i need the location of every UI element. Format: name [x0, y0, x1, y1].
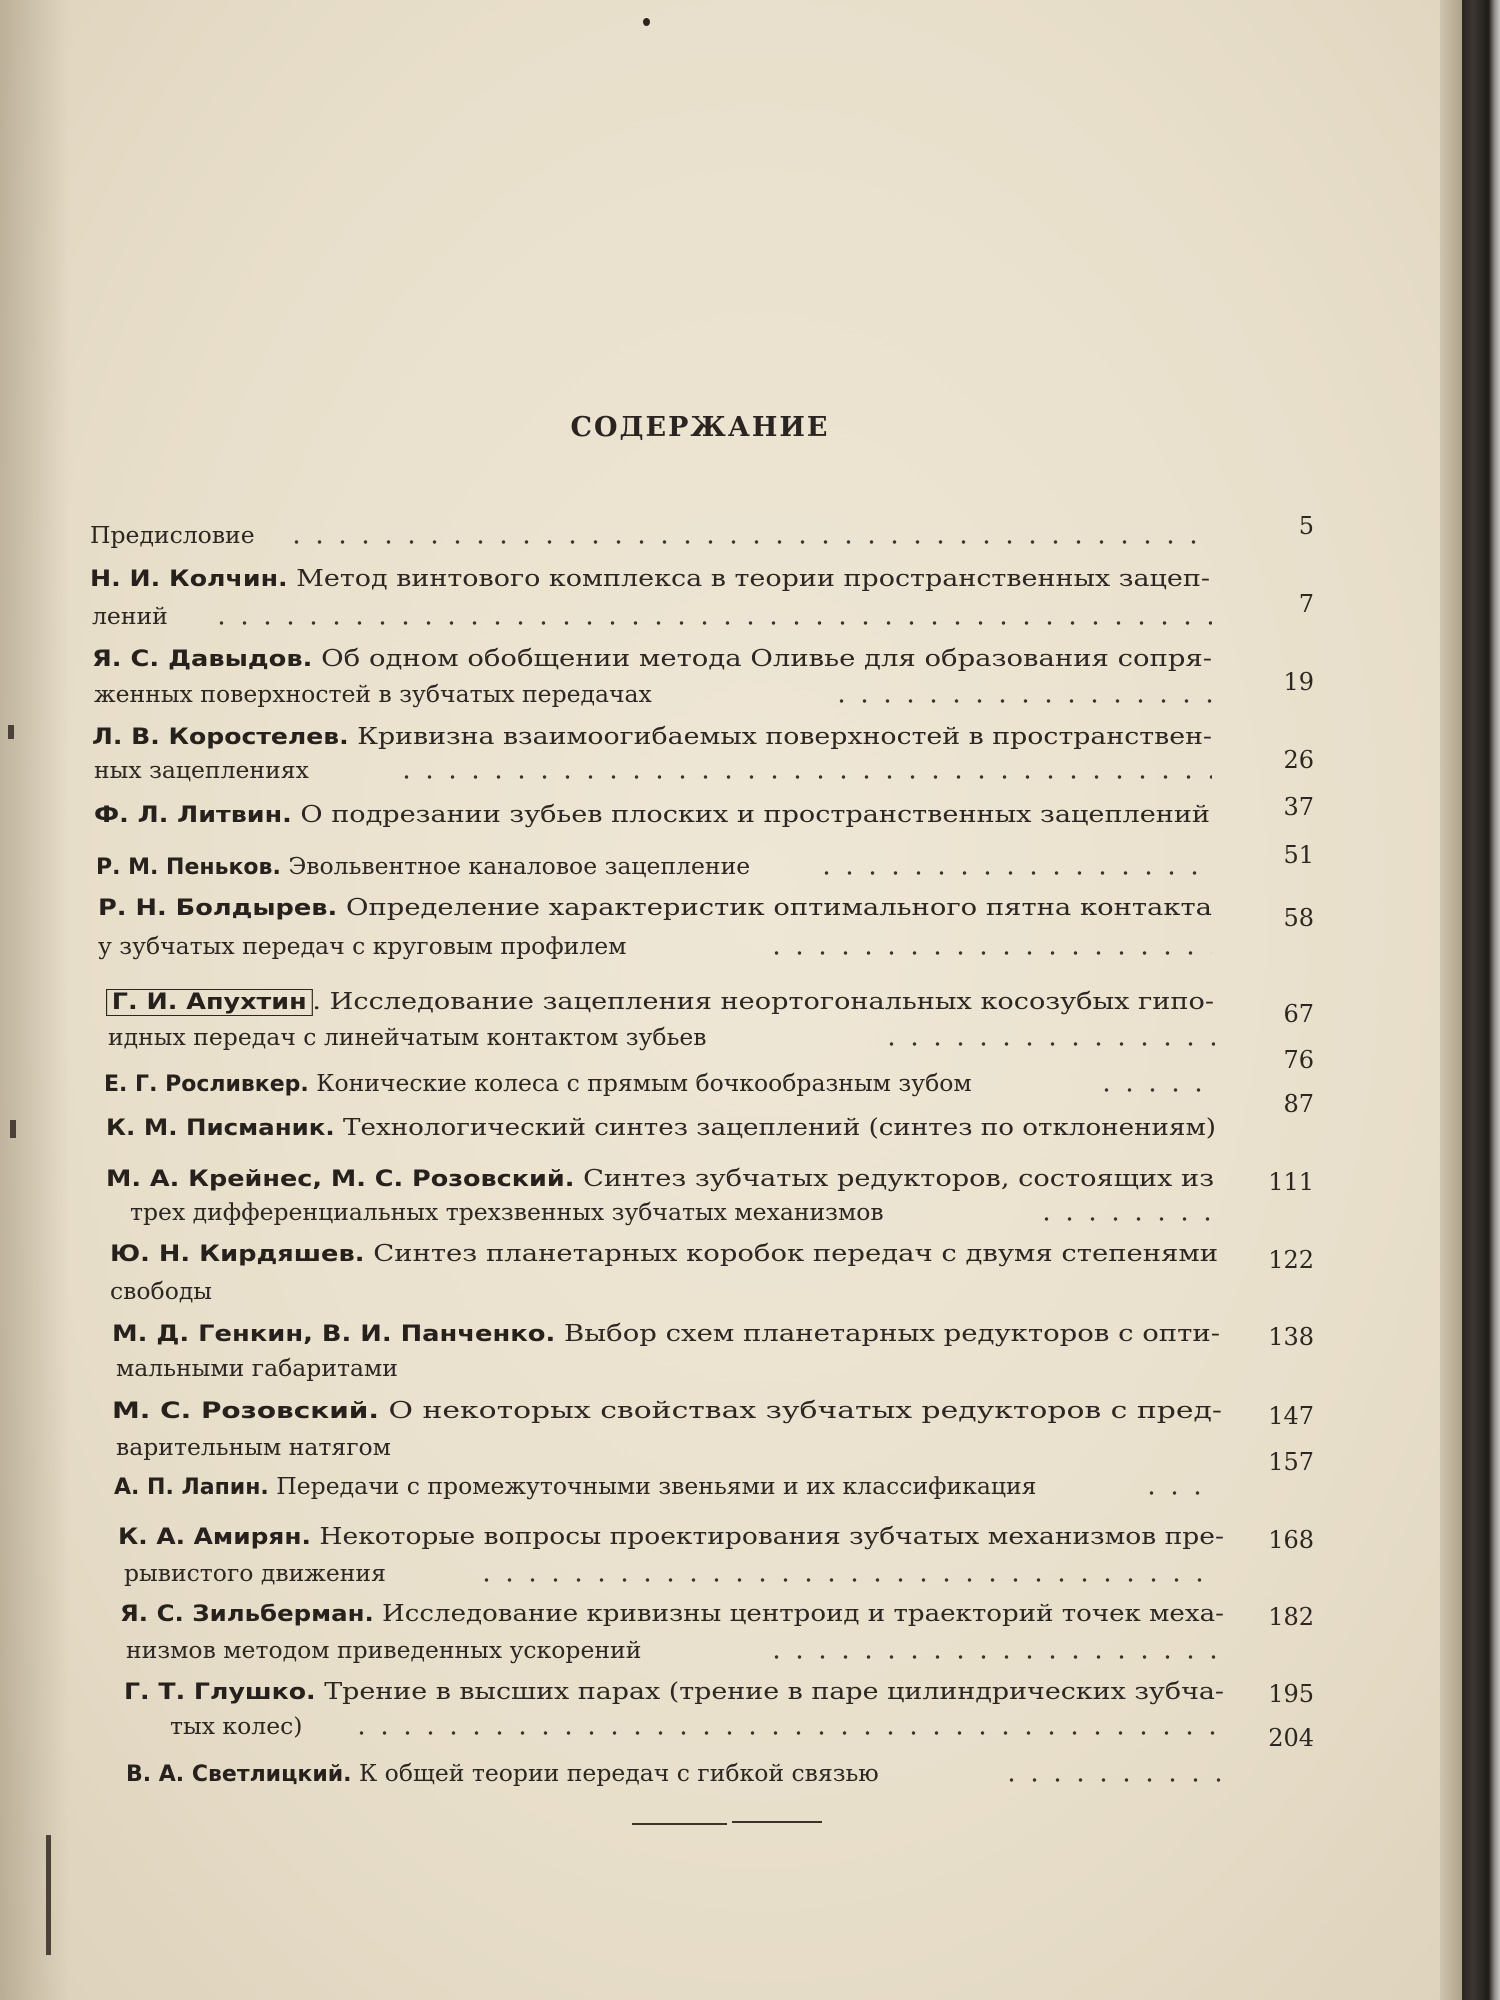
page-number: 157: [1268, 1448, 1314, 1476]
toc-author: А. П. Лапин.: [114, 1475, 269, 1500]
toc-title-line1: Технологический синтез зацеплений (синтез по отклонениям): [343, 1113, 1217, 1141]
toc-line-first: [124, 1676, 1224, 1708]
book-binding: [1462, 0, 1500, 2000]
page-number: 182: [1268, 1603, 1314, 1631]
toc-author: М. Д. Генкин, В. И. Панченко.: [112, 1322, 556, 1347]
page-number: 58: [1283, 904, 1314, 932]
toc-author: Г. Т. Глушко.: [124, 1680, 316, 1705]
dot-leader: [880, 1042, 1215, 1046]
toc-title-line2: лений: [92, 602, 168, 630]
toc-line-first: [104, 1068, 972, 1100]
toc-title-line2: тых колес): [170, 1712, 303, 1740]
toc-line-first: [118, 1521, 1224, 1553]
page-number: 111: [1268, 1168, 1314, 1196]
toc-line-first: [106, 1163, 1214, 1195]
toc-title-line1: О подрезании зубьев плоских и пространственных зацеплений: [300, 800, 1210, 828]
toc-author: Я. С. Зильберман.: [120, 1602, 374, 1627]
dot-leader: [475, 1578, 1218, 1582]
toc-title-line1: Синтез зубчатых редукторов, состоящих из: [583, 1164, 1215, 1192]
end-rule-left: [632, 1823, 727, 1825]
toc-title-line1: Синтез планетарных коробок передач с двумя степенями: [373, 1239, 1219, 1267]
toc-author: Ф. Л. Литвин.: [94, 803, 292, 828]
page-title: СОДЕРЖАНИЕ: [570, 412, 830, 443]
dot-leader: [765, 1655, 1222, 1659]
toc-line-first: [92, 721, 1212, 753]
toc-title-line1: Конические колеса с прямым бочкообразным зубом: [316, 1069, 972, 1097]
toc-title-line1: Определение характеристик оптимального пятна контакта: [346, 893, 1212, 921]
page-number: 168: [1268, 1526, 1314, 1554]
toc-title-line2: ных зацеплениях: [94, 756, 309, 784]
toc-author: Ю. Н. Кирдяшев.: [110, 1242, 365, 1267]
toc-title-line1: Предисловие: [90, 521, 255, 549]
page-number: 26: [1283, 746, 1314, 774]
toc-line-first: [106, 986, 1214, 1018]
page-edge-tick: [8, 725, 14, 739]
toc-author: К. А. Амирян.: [118, 1525, 311, 1550]
toc-title-line1: . Исследование зацепления неортогональных косозубых гипо-: [312, 987, 1215, 1015]
dot-leader: [830, 699, 1212, 703]
toc-title-line2: рывистого движения: [124, 1559, 386, 1587]
dot-leader: [350, 1731, 1222, 1735]
page-number: 147: [1268, 1402, 1314, 1430]
toc-title-line2: варительным натягом: [116, 1433, 391, 1461]
toc-title-line1: Передачи с промежуточными звеньями и их классификация: [276, 1472, 1037, 1500]
toc-title-line2: мальными габаритами: [116, 1354, 398, 1382]
toc-title-line1: О некоторых свойствах зубчатых редукторов с пред-: [388, 1396, 1222, 1424]
toc-line-first: [114, 1471, 1036, 1503]
dot-leader: [1035, 1217, 1215, 1221]
dot-leader: [395, 775, 1212, 779]
page-number: 122: [1268, 1246, 1314, 1274]
toc-line-first: [126, 1758, 879, 1790]
toc-title-line1: Эвольвентное каналовое зацепление: [288, 852, 751, 880]
toc-line-first: [120, 1598, 1224, 1630]
toc-title-line2: низмов методом приведенных ускорений: [126, 1636, 642, 1664]
page-number: 195: [1268, 1680, 1314, 1708]
toc-title-line2: трех дифференциальных трехзвенных зубчатых механизмов: [130, 1198, 884, 1226]
toc-line-first: [110, 1238, 1218, 1270]
dot-leader: [285, 540, 1210, 544]
toc-author: Г. И. Апухтин: [106, 989, 312, 1016]
page-gutter-shadow: [0, 0, 70, 2000]
toc-title-line1: Об одном обобщении метода Оливье для образования сопря-: [321, 644, 1213, 672]
toc-author: Н. И. Колчин.: [90, 567, 288, 592]
toc-line-first: [96, 851, 750, 883]
dot-leader: [815, 871, 1215, 875]
toc-title-line2: женных поверхностей в зубчатых передачах: [94, 680, 652, 708]
toc-author: М. А. Крейнес, М. С. Розовский.: [106, 1167, 575, 1192]
toc-title-line2: у зубчатых передач с круговым профилем: [98, 932, 627, 960]
page-edge-mark: [46, 1835, 51, 1955]
toc-author: Л. В. Коростелев.: [92, 725, 349, 750]
toc-line-first: [106, 1112, 1216, 1144]
dot-leader: [1000, 1778, 1225, 1782]
toc-author: Я. С. Давыдов.: [92, 647, 313, 672]
toc-title-line2: свободы: [110, 1277, 213, 1305]
page-number: 67: [1283, 1000, 1314, 1028]
toc-title-line1: Метод винтового комплекса в теории пространственных зацеп-: [296, 564, 1210, 592]
toc-author: К. М. Писманик.: [106, 1116, 335, 1141]
toc-title-line1: Кривизна взаимоогибаемых поверхностей в пространствен-: [357, 722, 1212, 750]
page-number: 138: [1268, 1323, 1314, 1351]
toc-line-first: [112, 1318, 1220, 1350]
page-number: 7: [1298, 590, 1314, 618]
toc-author: М. С. Розовский.: [112, 1399, 379, 1424]
toc-author: Р. М. Пеньков.: [96, 855, 281, 880]
page-number: 87: [1283, 1090, 1314, 1118]
dot-leader: [210, 621, 1212, 625]
page-edge-tick: [10, 1120, 16, 1138]
dot-leader: [765, 951, 1212, 955]
ink-speck: [643, 18, 650, 26]
dot-leader: [1140, 1491, 1218, 1495]
page-number: 76: [1283, 1046, 1314, 1074]
toc-title-line1: Выбор схем планетарных редукторов с опти-: [564, 1319, 1221, 1347]
toc-author: Е. Г. Росливкер.: [104, 1072, 309, 1097]
toc-line-first: [90, 520, 255, 550]
toc-line-first: [112, 1395, 1222, 1427]
toc-title-line1: Трение в высших парах (трение в паре цилиндрических зубча-: [324, 1677, 1225, 1705]
page-number: 204: [1268, 1724, 1314, 1752]
toc-line-first: [92, 643, 1212, 675]
toc-title-line1: Некоторые вопросы проектирования зубчатых механизмов пре-: [319, 1522, 1224, 1550]
dot-leader: [1095, 1088, 1215, 1092]
toc-line-first: [98, 892, 1212, 924]
toc-title-line1: К общей теории передач с гибкой связью: [359, 1759, 879, 1787]
toc-author: В. А. Светлицкий.: [126, 1762, 352, 1787]
page-number: 5: [1298, 512, 1314, 540]
toc-title-line2: идных передач с линейчатым контактом зубьев: [108, 1023, 707, 1051]
page-number: 37: [1283, 793, 1314, 821]
page-number: 19: [1283, 668, 1314, 696]
toc-line-first: [94, 799, 1210, 831]
end-rule-right: [732, 1821, 822, 1823]
toc-author: Р. Н. Болдырев.: [98, 896, 338, 921]
toc-title-line1: Исследование кривизны центроид и траекторий точек меха-: [382, 1599, 1224, 1627]
page-number: 51: [1283, 841, 1314, 869]
toc-line-first: [90, 563, 1210, 595]
